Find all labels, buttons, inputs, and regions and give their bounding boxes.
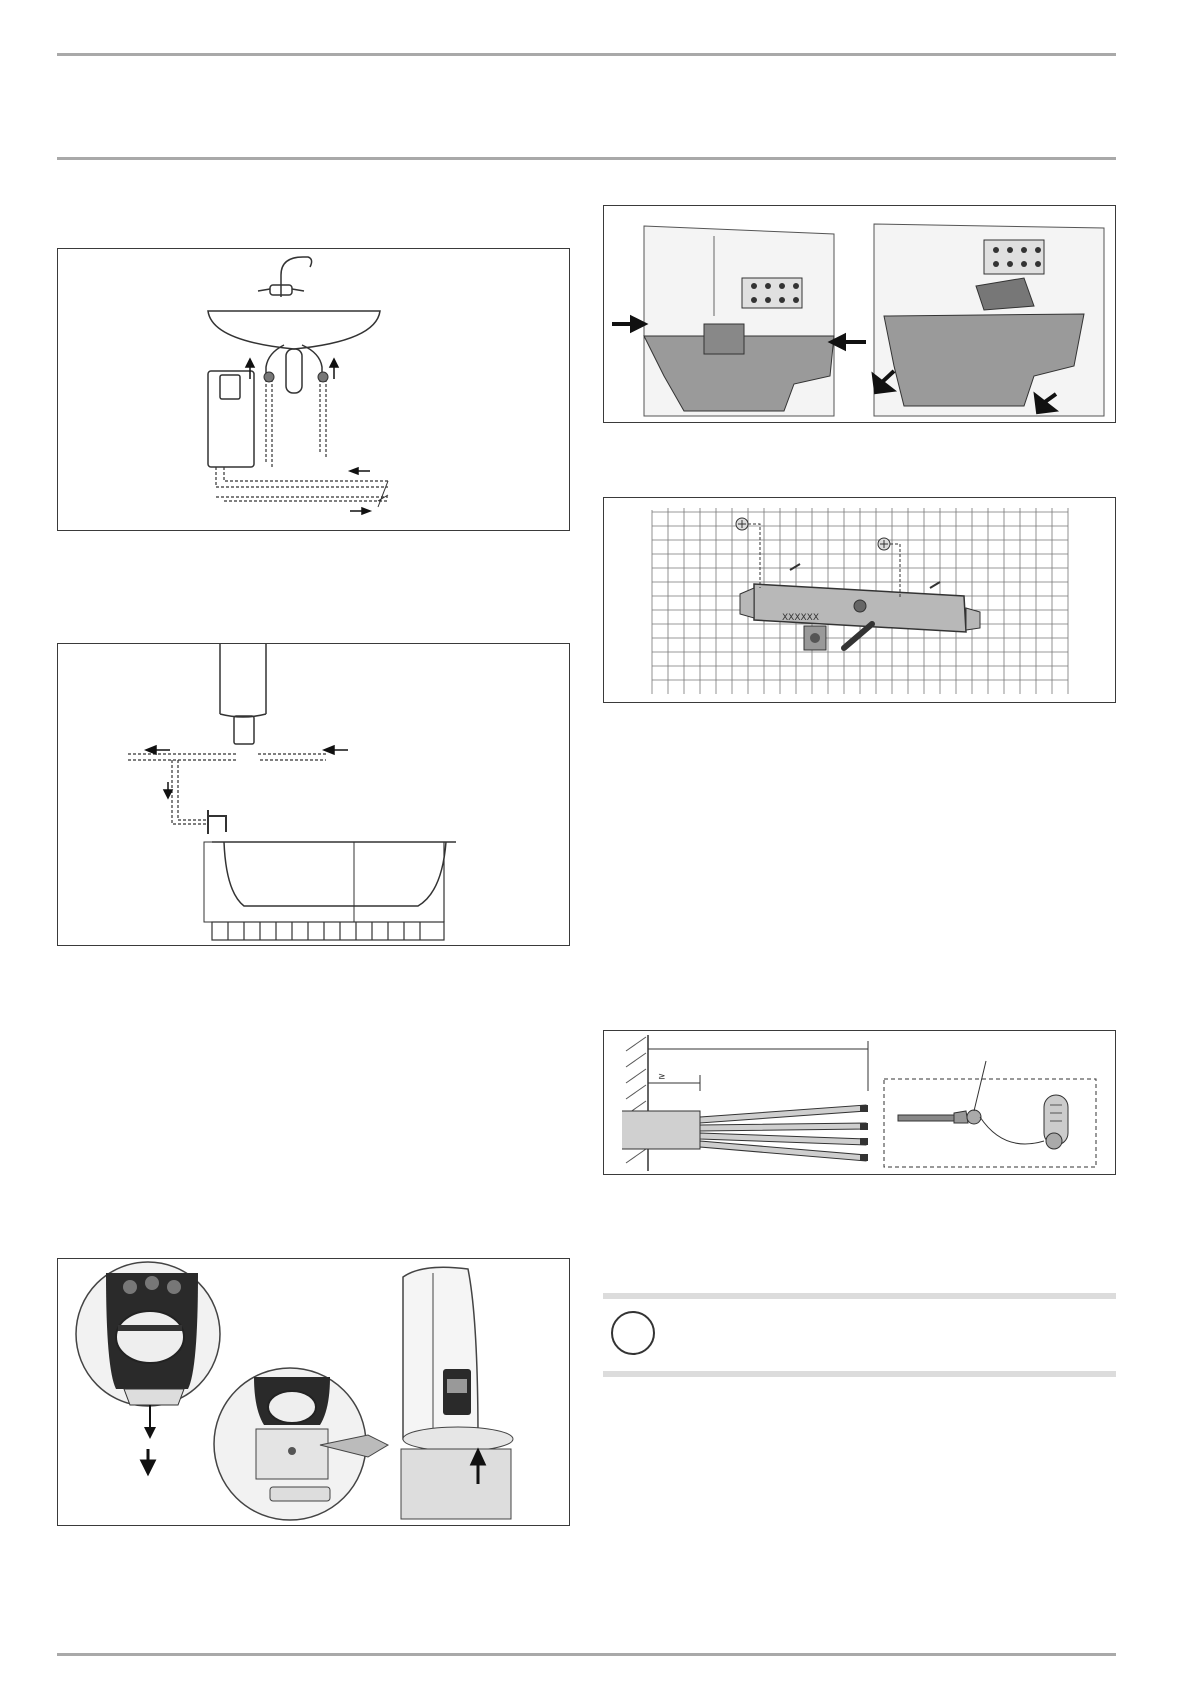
bathtub-diagram xyxy=(58,644,570,946)
washbasin-installation-figure xyxy=(57,248,570,531)
header-rule-top xyxy=(57,53,1116,56)
cable-dimension-symbol: ≥ xyxy=(658,1072,666,1082)
note-block xyxy=(603,1293,1116,1383)
mounting-rail-label: XXXXXX xyxy=(782,613,819,623)
header-rule-bottom xyxy=(57,157,1116,160)
washbasin-diagram xyxy=(58,249,570,531)
note-bottom-bar xyxy=(603,1371,1116,1377)
mounting-rail-figure xyxy=(603,497,1116,703)
footer-rule xyxy=(57,1653,1116,1656)
terminal-cover-removal-figure xyxy=(603,205,1116,423)
mounting-rail-diagram xyxy=(604,498,1116,703)
info-icon xyxy=(611,1311,655,1355)
cover-opening-diagram xyxy=(58,1259,570,1526)
cable-stripping-diagram xyxy=(604,1031,1116,1175)
note-top-bar xyxy=(603,1293,1116,1299)
cover-opening-figure xyxy=(57,1258,570,1526)
cable-stripping-figure xyxy=(603,1030,1116,1175)
terminal-removal-diagram xyxy=(604,206,1116,423)
bathtub-installation-figure xyxy=(57,643,570,946)
